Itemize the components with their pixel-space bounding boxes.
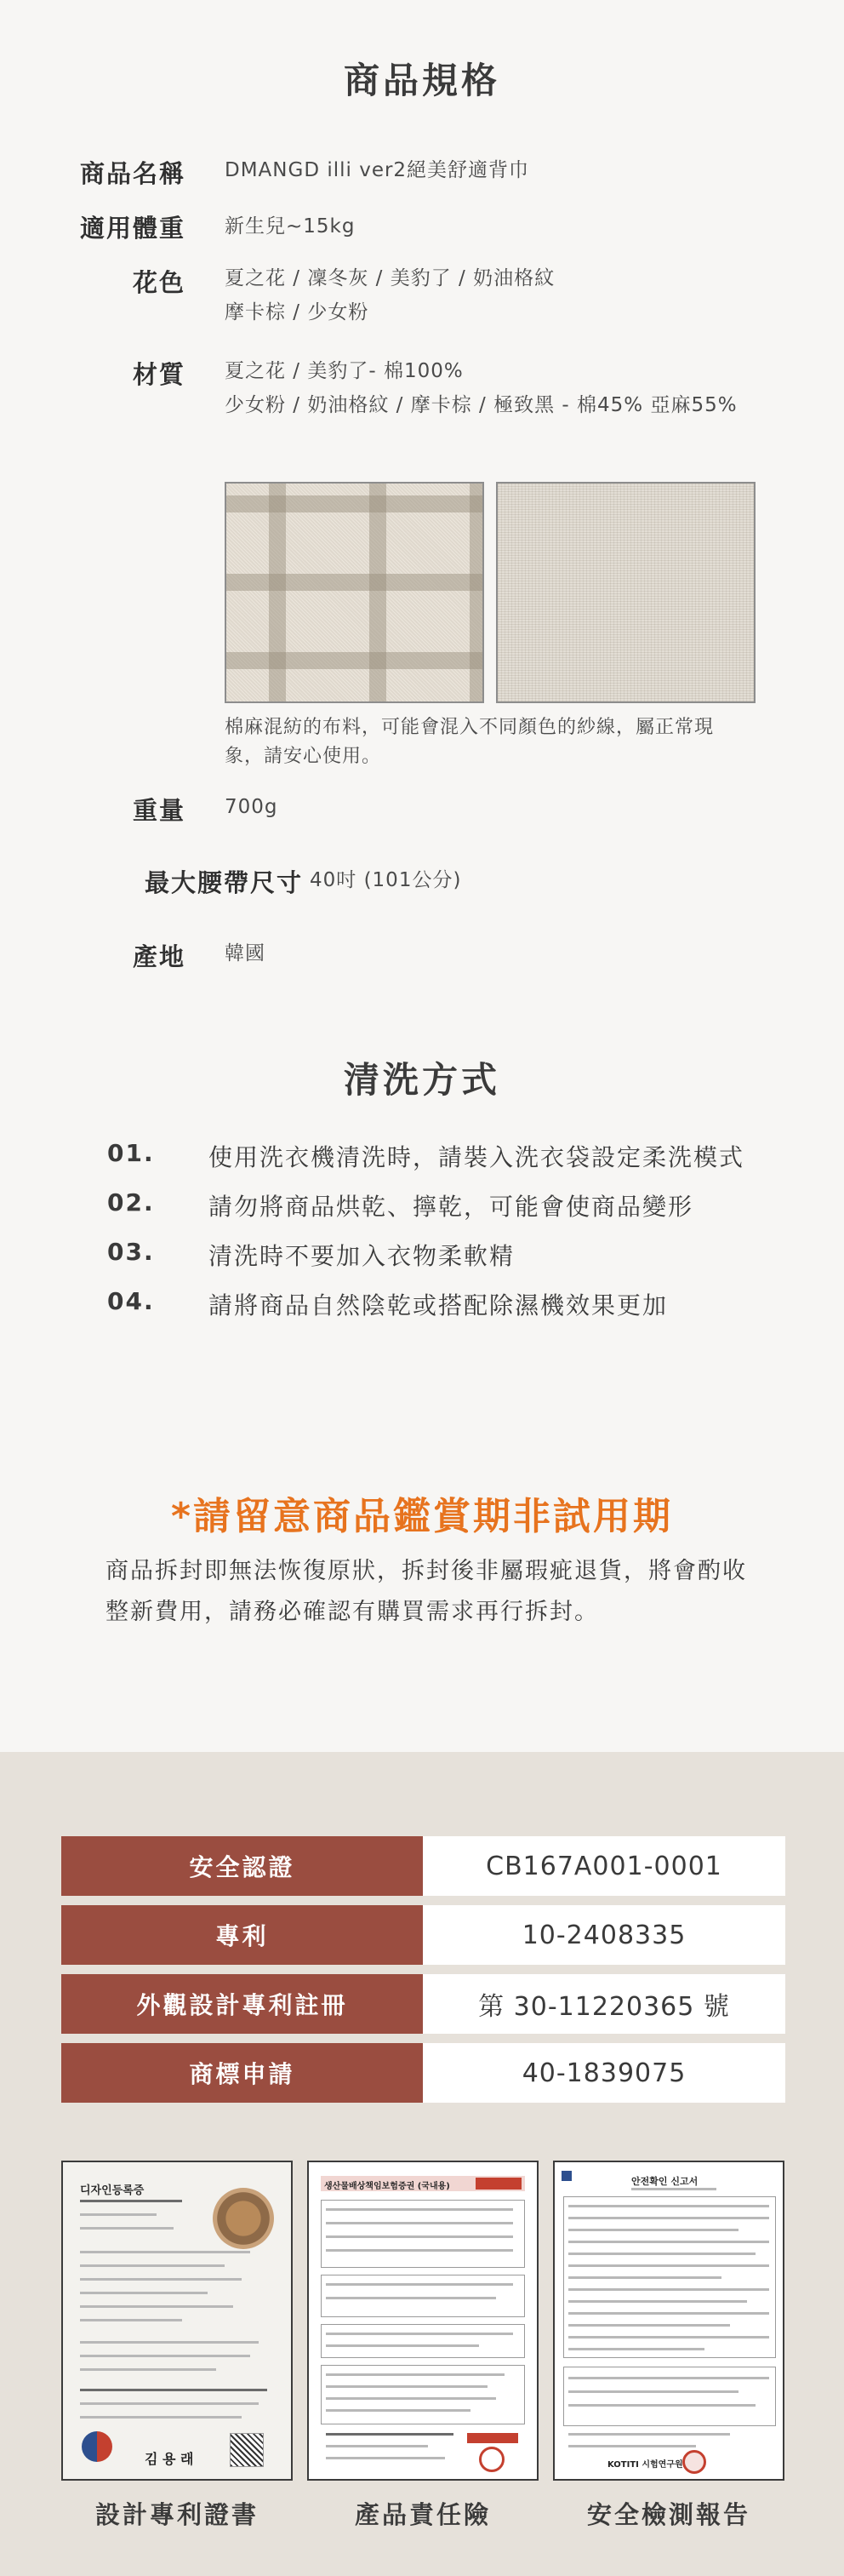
wash-num-4: 04.: [107, 1287, 155, 1315]
kc-mark-icon: [562, 2171, 572, 2181]
spec-label-colors: 花色: [132, 268, 185, 297]
red-stamp-icon: [682, 2450, 706, 2474]
wash-title: 清洗方式: [343, 1059, 500, 1101]
linen-fabric-swatch: [496, 482, 756, 703]
doc-caption-design-patent: 設計專利證書: [94, 2500, 259, 2529]
red-stamp-icon: [479, 2447, 505, 2472]
spec-value-weight: 700g: [225, 796, 278, 818]
gold-seal-icon: [213, 2188, 274, 2249]
spec-value-waist: 40吋 (101公分): [310, 869, 462, 891]
spec-title: 商品規格: [343, 60, 500, 101]
wash-num-3: 03.: [107, 1238, 155, 1266]
cert-label: 專利: [61, 1905, 423, 1965]
doc-caption-safety-report: 安全檢測報告: [586, 2500, 750, 2529]
cert-row-patent: [61, 1905, 785, 1965]
spec-label-waist: 最大腰帶尺寸: [144, 868, 303, 897]
cert-value: CB167A001-0001: [423, 1836, 785, 1896]
notice-title: *請留意商品鑑賞期非試用期: [170, 1495, 673, 1538]
cert-label: 安全認證: [61, 1836, 423, 1896]
wash-text-2: 請勿將商品烘乾、擰乾，可能會使商品變形: [208, 1193, 694, 1221]
design-patent-certificate-image: [61, 2161, 293, 2481]
doc-heading: 안전확인 신고서: [631, 2176, 699, 2187]
plaid-fabric-swatch: [225, 482, 484, 703]
cert-row-design-patent: [61, 1974, 785, 2034]
spec-label-weight: 重量: [132, 796, 185, 825]
spec-value-name: DMANGD illi ver2絕美舒適背巾: [225, 159, 530, 181]
spec-value-weight-range: 新生兒~15kg: [225, 215, 356, 238]
cert-label: 外觀設計專利註冊: [61, 1974, 423, 2034]
cert-row-trademark: [61, 2043, 785, 2103]
swatch-note: 棉麻混紡的布料，可能會混入不同顏色的紗線，屬正常現象，請安心使用。: [225, 717, 715, 767]
doc-heading: 디자인등록증: [80, 2184, 145, 2197]
spec-value-material-line2: 少女粉 / 奶油格紋 / 摩卡棕 / 極致黑 - 棉45% 亞麻55%: [225, 394, 738, 416]
spec-value-origin: 韓國: [225, 942, 265, 965]
safety-test-report-image: [553, 2161, 784, 2481]
doc-footer: KOTITI 시험연구원: [607, 2460, 683, 2470]
spec-value-colors-line1: 夏之花 / 凜冬灰 / 美豹了 / 奶油格紋: [225, 267, 556, 289]
doc-signature: 김 용 래: [145, 2451, 194, 2467]
cert-value: 第 30-11220365 號: [423, 1974, 785, 2034]
qr-code-icon: [230, 2433, 264, 2467]
doc-heading: 생산물배상책임보험증권 (국내용): [324, 2182, 450, 2191]
wash-num-2: 02.: [107, 1188, 155, 1216]
cert-label: 商標申請: [61, 2043, 423, 2103]
doc-caption-liability-insurance: 產品責任險: [354, 2500, 491, 2529]
spec-label-name: 商品名稱: [79, 159, 185, 188]
spec-label-origin: 產地: [132, 942, 185, 971]
wash-text-4: 請將商品自然陰乾或搭配除濕機效果更加: [208, 1291, 669, 1319]
cert-value: 40-1839075: [423, 2043, 785, 2103]
spec-label-material: 材質: [132, 360, 185, 389]
korea-ip-office-logo-icon: [82, 2431, 112, 2462]
wash-text-3: 清洗時不要加入衣物柔軟精: [208, 1242, 516, 1270]
wash-num-1: 01.: [107, 1139, 155, 1167]
notice-text: 商品拆封即無法恢復原狀，拆封後非屬瑕疵退貨，將會酌收整新費用，請務必確認有購買需求再行拆封。: [106, 1558, 747, 1625]
product-liability-insurance-image: [307, 2161, 539, 2481]
cert-value: 10-2408335: [423, 1905, 785, 1965]
spec-value-material-line1: 夏之花 / 美豹了- 棉100%: [225, 360, 464, 382]
spec-label-weight-range: 適用體重: [79, 214, 185, 243]
spec-value-colors-line2: 摩卡棕 / 少女粉: [225, 301, 369, 323]
cert-row-safety: [61, 1836, 785, 1896]
wash-text-1: 使用洗衣機清洗時，請裝入洗衣袋設定柔洗模式: [208, 1143, 745, 1171]
